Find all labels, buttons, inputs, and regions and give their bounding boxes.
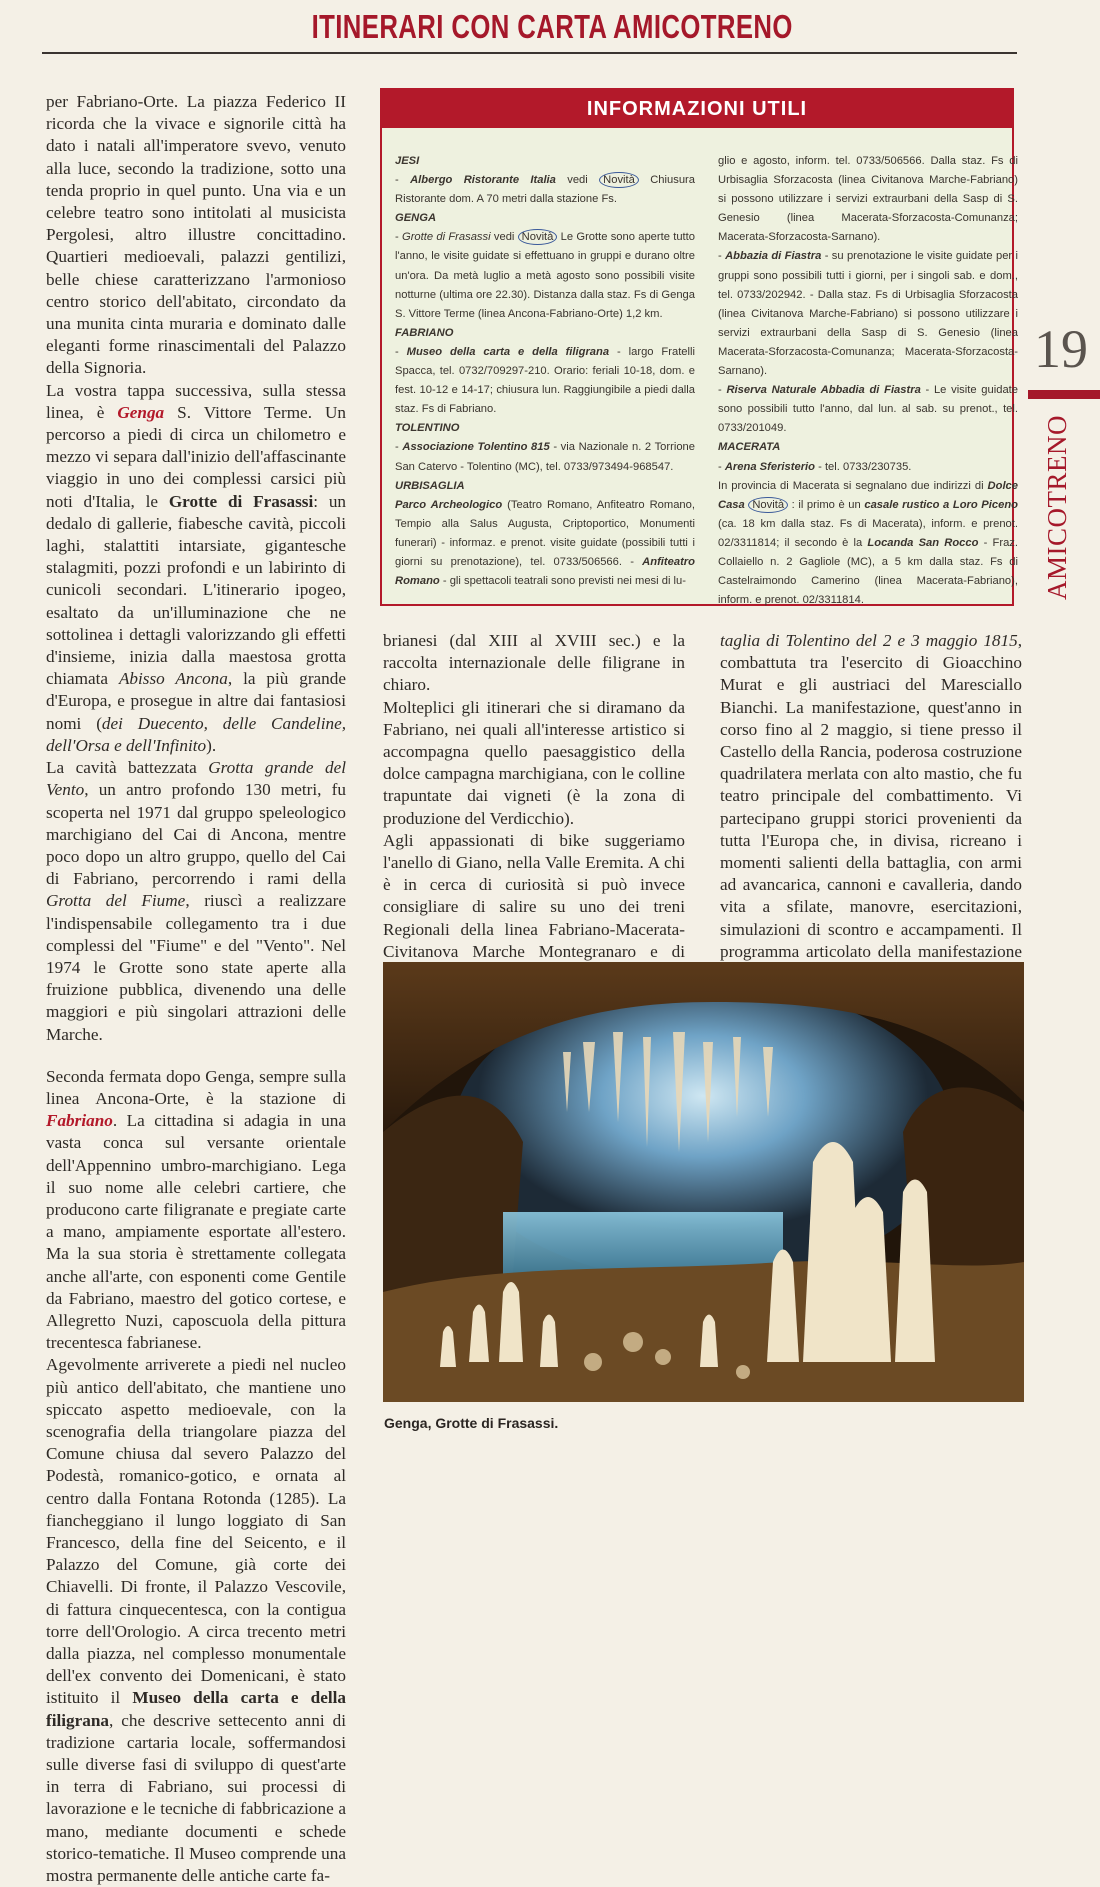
page-header-title: ITINERARI CON CARTA AMICOTRENO (311, 8, 793, 45)
info-entry (395, 438, 695, 476)
text: - Le visite guidate sono possibili tutto l'anno, dal lun. al sab. su prenot., tel. 0733/201049. (718, 384, 1018, 435)
text: - (395, 441, 403, 454)
text: - Fraz. Collaiello n. 2 Gagliole (MC), a 5 km dalla staz. Fs di Castelraimondo Camerino (linea Macerata-Fabriano), inform. e prenot. 02/3311814. (718, 536, 1018, 607)
text: - (718, 460, 725, 473)
page-number: 19 (1034, 319, 1088, 379)
city-heading: JESI (395, 155, 420, 167)
text: casale rustico a Loro Piceno (864, 498, 1018, 511)
text-italic: dei Duecento, delle Candeline, dell'Orsa e dell'Infinito (46, 713, 346, 755)
text: . La cittadina si adagia in una vasta conca sul versante orientale dell'Appennino umbro-marchigiano. Lega il suo nome alle celebri cartiere, che producono carte filigranate e pregiate carte a mano, ampiamente esportate all'estero. Ma la sua storia è strettamente collegata anche all'arte, con esponenti come Gentile da Fabriano, maestro del gotico cortese, e Allegretto Nuzi, caposcuola della pittura trecentesca fabrianese. (46, 1111, 346, 1353)
text: - largo Fratelli Spacca, tel. 0732/709297-210. Orario: feriali 10-18, dom. e fest. 10-12 e 14-17; chiusura lun. Raggiungibile a piedi dalla staz. Fs di Fabriano. (395, 345, 695, 416)
text: Parco Archeologico (395, 498, 503, 511)
text-italic: taglia di Tolentino del 2 e 3 maggio 1815 (720, 631, 1018, 650)
info-entry (718, 247, 1018, 381)
text: - tel. 0733/230735. (815, 460, 912, 473)
text: Agli appassionati di bike suggeriamo l'anello di Giano, nella Valle Eremita. A chi è in cerca di curiosità si può invece consigliare di salire su uno dei treni Regionali della linea Fabriano-Macerata-Civitanova Marche Montegranaro e di (383, 830, 685, 961)
city-heading: TOLENTINO (395, 422, 460, 435)
info-entry: glio e agosto, inform. tel. 0733/506566. Dalla staz. Fs di Urbisaglia Sforzacosta (linea Civitanova Marche-Fabriano) si possono utilizzare i servizi extraurbani della Sasp di S. Genesio (linea Macerata-Sforzacosta-Comunanza; Macerata-Sforzacosta-Sarnano). (718, 155, 1018, 244)
text: - (395, 174, 411, 187)
text: - gli spettacoli teatrali sono previsti nei mesi di lu- (439, 575, 686, 588)
text: ). (206, 735, 217, 755)
paragraph: brianesi (dal XIII al XVIII sec.) e la raccolta internazionale delle filigrane in chiaro. (383, 631, 685, 695)
city-heading: URBISAGLIA (395, 479, 465, 492)
info-entry (718, 477, 1018, 611)
text: Grotte di Frasassi (402, 231, 491, 244)
text: , la più grande d'Europa, e prosegue in altre dai fantasiosi nomi ( (46, 669, 347, 733)
photo-caption: Genga, Grotte di Frasassi. (384, 1415, 559, 1431)
place-grotte-frasassi: Grotte di Frasassi (168, 491, 314, 511)
info-entry (395, 343, 695, 419)
text: - (395, 345, 407, 358)
text: Chiusura Ristorante dom. A 70 metri dalla stazione Fs. (395, 174, 695, 206)
info-entry (395, 228, 695, 323)
text: Albergo Ristorante Italia (410, 174, 556, 187)
info-entry (395, 496, 695, 591)
text: - (718, 384, 727, 397)
info-column-left (395, 152, 695, 591)
cave-photo-illustration (383, 962, 1024, 1402)
paragraph (46, 1354, 346, 1887)
text: - (718, 250, 726, 263)
info-column-right (718, 152, 1018, 610)
text: Seconda fermata dopo Genga, sempre sulla linea Ancona-Orte, è la stazione di (46, 1066, 346, 1108)
text-italic: Abisso Ancona (118, 669, 228, 689)
text: Locanda San Rocco (867, 536, 979, 549)
text: : il primo è un (788, 498, 865, 511)
text: vedi (490, 231, 518, 244)
text: S. Vittore Terme. Un percorso a piedi di circa un chilometro e mezzo vi separa dall'inizio dell'affascinante viaggio in uno dei complessi carsici più noti d'Italia, le (46, 402, 346, 511)
paragraph (46, 380, 346, 757)
info-box (380, 88, 1018, 607)
article-column-1 (46, 91, 346, 1887)
paragraph: per Fabriano-Orte. La piazza Federico II ricorda che la vivace e signorile città ha dato i natali all'imperatore svevo, venuto alla luce, secondo la tradizione, sotto una tenda proprio in quel punto. Una via e un celebre teatro sono intitolati al musicista Pergolesi, altro illustre concittadino. Quartieri medioevali, palazzi gentilizi, belle chiese caratterizzano l'armonioso centro storico dell'abitato, circondato da una munita cinta muraria e dominato dalle eleganti forme rinascimentali del Palazzo della Signoria. (46, 92, 346, 378)
place-genga: Genga (117, 402, 165, 422)
city-heading: MACERATA (718, 441, 781, 454)
text: , un antro profondo 130 metri, fu scoperta nel 1971 dal gruppo speleologico marchigiano del Cai di Ancona, mentre poco dopo un altro gruppo, quello del Cai di Fabriano, percorrendo i rami della (46, 780, 346, 889)
novita-badge: Novità (748, 497, 788, 513)
text: Riserva Naturale Abbadia di Fiastra (726, 384, 921, 397)
place-museo-carta: Museo della carta e della filigrana (46, 1688, 347, 1730)
text: Le Grotte sono aperte tutto l'anno, le visite guidate si effettuano in gruppi e durano oltre un'ora. Da metà luglio a metà agosto sono possibili visite notturne (ultima ore 22.30). Distanza dalla staz. Fs di Genga S. Vittore Terme (linea Ancona-Fabriano-Orte) 1,2 km. (395, 231, 695, 320)
text: (ca. 18 km dalla staz. Fs di Macerata), inform. e prenot. 02/3311814; il secondo è la (718, 517, 1018, 549)
info-entry (395, 171, 695, 209)
paragraph: Molteplici gli itinerari che si diramano da Fabriano, nei quali all'interesse artistico si accompagna quello paesaggistico della dolce campagna marchigiana, con le colline trapuntate dai vigneti (è la zona di produzione del Verdicchio). (383, 697, 685, 828)
text: , combattuta tra l'esercito di Gioacchino Murat e gli austriaci del Maresciallo Bianchi. La manifestazione, quest'anno in corso fino al 2 maggio, si tiene presso il Castello della Rancia, poderosa costruzione quadrilatera merlata con alto mastio, che fu teatro principale del combattimento. Vi partecipano gruppi storici provenienti da tutta l'Europa che, in divisa, ricreano i momenti salienti della battaglia, con armi ad avancarica, cannoni e cavalleria, dando vita a sfilate, manovre, esercitazioni, simulazioni di scontro e accampamenti. Il programma articolato della manifestazione (720, 631, 1022, 961)
text: - su prenotazione le visite guidate per i gruppi sono possibili tutti i giorni, per i singoli sab. e dom., tel. 0733/202942. - Dalla staz. Fs di Urbisaglia Sforzacosta (linea Civitanova Marche-Fabriano) si possono utilizzare i servizi extraurbani della Sasp di S. Genesio (linea Macerata-Sforzacosta-Comunanza; Macerata-Sforzacosta-Sarnano). (718, 250, 1018, 378)
text: Arena Sferisterio (724, 460, 815, 473)
sidebar-label (1038, 415, 1078, 800)
text: In provincia di Macerata si segnalano due indirizzi di (718, 479, 988, 492)
text-italic: Grotta grande del Vento (46, 758, 346, 800)
text: Associazione Tolentino 815 (402, 441, 550, 454)
text-italic: Grotta del Fiume (46, 891, 186, 911)
text: - via Nazionale n. 2 Torrione San Catervo - Tolentino (MC), tel. 0733/973494-968547. (395, 441, 695, 473)
sidebar-label-text: AMICOTRENO (1042, 415, 1072, 600)
text: La cavità battezzata (46, 758, 209, 778)
novita-badge: Novità (599, 172, 639, 188)
text: Anfiteatro Romano (395, 555, 695, 588)
city-heading: FABRIANO (395, 326, 454, 339)
text: , riuscì a realizzare l'indispensabile collegamento tra i due complessi del "Fiume" e del "Vento". Nel 1974 le Grotte sono state aperte alla fruizione pubblica, divenendo una delle maggiori e più singolari attrazioni delle Marche. (46, 891, 346, 1044)
paragraph (46, 1066, 346, 1355)
novita-badge: Novità (518, 229, 558, 245)
sidebar-accent-bar (1028, 390, 1100, 399)
text: Abbazia di Fiastra (725, 250, 822, 263)
info-box-title: INFORMAZIONI UTILI (382, 90, 1012, 128)
text: (Teatro Romano, Anfiteatro Romano, Tempio alla Salus Augusta, Criptoportico, Monumenti funerari) - informaz. e prenot. visite guidate (possibili tutti i giorni su prenotazione), tel. 0733/506566. - (395, 498, 695, 568)
place-fabriano: Fabriano (46, 1111, 113, 1131)
text: , che descrive settecento anni di tradizione cartaria locale, soffermandosi sulle diverse fasi di sviluppo di quest'arte in terra di Fabriano, sui processi di lavorazione e le tecniche di fabbricazione a mano, mediante documenti e schede storico-tematiche. Il Museo comprende una mostra permanente delle antiche carte fa- (46, 1710, 346, 1886)
text: Museo della carta e della filigrana (406, 345, 610, 358)
text: Agevolmente arriverete a piedi nel nucleo più antico dell'abitato, che mantiene uno spiccato aspetto medioevale, con la scenografia della triangolare piazza del Comune chiusa dal severo Palazzo del Podestà, romanico-gotico, e ornata al centro dalla Fontana Rotonda (1285). La fiancheggiano il lungo loggiato di San Francesco, della fine del Seicento, e il Palazzo del Comune, già corte dei Chiavelli. Di fronte, il Palazzo Vescovile, di fattura cinquecentesca, con la contigua torre dell'Orologio. A circa trecento metri dalla piazza, nel complesso monumentale dell'ex convento dei Domenicani, è stato istituito il (46, 1355, 346, 1708)
text: vedi (555, 174, 600, 187)
text: - (395, 231, 402, 244)
text: La vostra tappa successiva, sulla stessa linea, è (46, 380, 346, 422)
cave-photo (383, 962, 1024, 1402)
header-rule (42, 52, 1017, 54)
text: : un dedalo di gallerie, fiabesche cavità, piccoli laghi, stalattiti intarsiate, gigantesche stalagmiti, pozzi profondi e un labirinto di cunicoli secondari. L'itinerario ipogeo, esaltato da un'illuminazione che ne sottolinea i dettagli valorizzando gli effetti d'insieme, inizia dalla maestosa grotta chiamata (46, 491, 347, 689)
text: Dolce Casa (718, 479, 1018, 511)
info-entry (718, 381, 1018, 438)
paragraph (46, 757, 346, 1046)
city-heading: GENGA (395, 212, 437, 225)
info-entry (718, 458, 1018, 477)
